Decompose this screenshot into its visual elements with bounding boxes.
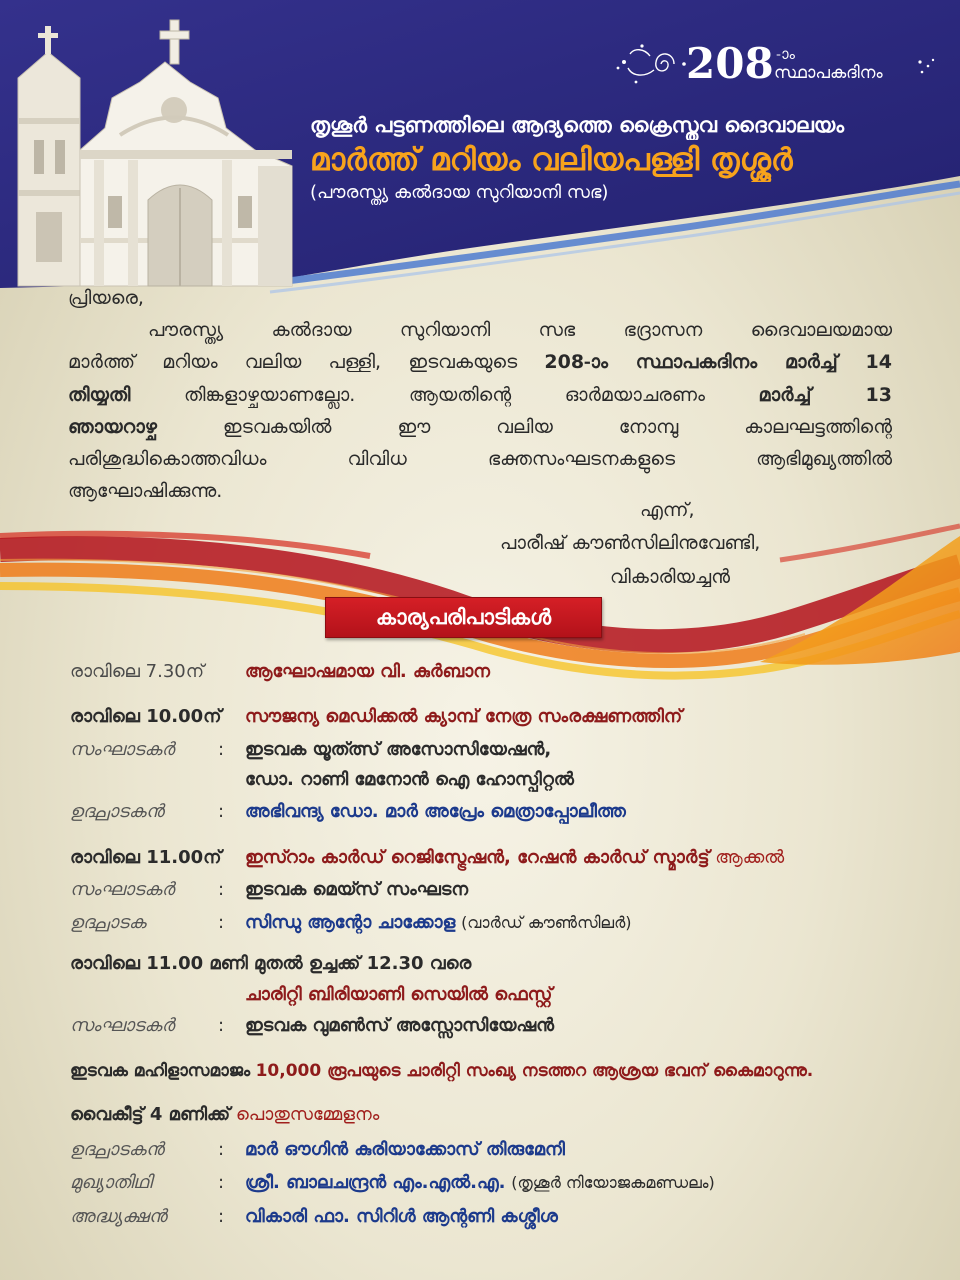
organizers-row	[70, 765, 960, 795]
inaugurator-name: മാർ ഔഗിൻ കുരിയാക്കോസ് തിരുമേനി	[245, 1139, 565, 1160]
inaugurator-label: ഉദ്ഘാടക	[70, 912, 146, 933]
letter-line	[148, 314, 892, 346]
chief-guest-row	[70, 1168, 930, 1198]
signoff-closing: എന്ന്,	[640, 499, 695, 521]
event-title: ഇസ്റാം കാർഡ് റെജിസ്ട്രേഷൻ, റേഷൻ കാർഡ് സ്മാർട്ട്	[245, 847, 710, 868]
letter-line	[68, 346, 892, 378]
event-time: വൈകീട്ട് 4 മണിക്ക്	[70, 1104, 231, 1125]
organizer-name: ഇടവക വുമൺസ് അസ്സോസിയേഷൻ	[245, 1015, 555, 1036]
separator: :	[218, 1206, 225, 1227]
organizers-row	[70, 1011, 930, 1041]
inaugurator-name: സിന്ധു ആന്റോ ചാക്കോള	[245, 912, 456, 933]
organizer-name: ഇടവക മെയ്സ് സംഘടന	[245, 879, 469, 900]
letter-text: പരിശുദ്ധികൊത്തവിധം വിവിധ ഭക്തസംഘടനകളുടെ ആഭിമുഖ്യത്തിൽ	[68, 448, 892, 470]
separator: :	[218, 739, 225, 760]
programme-row-biriyani-event	[70, 980, 960, 1010]
anniversary-label: സ്ഥാപകദിനം	[774, 63, 883, 83]
event-time: രാവിലെ 10.00ന്	[70, 706, 222, 727]
event-title: ആഘോഷമായ വി. കുർബാന	[245, 661, 490, 682]
separator: :	[218, 1172, 225, 1193]
charity-text: 10,000 രൂപയുടെ ചാരിറ്റി സംഖ്യ നടത്തറ ആശ്രയ ഭവന് കൈമാറുന്നു.	[255, 1061, 814, 1081]
letter-text: പൗരസ്ത്യ കൽദായ സുറിയാനി സഭ ഭദ്രാസന ദൈവാലയമായ	[148, 319, 892, 341]
programme-row-card-registration	[70, 843, 930, 873]
letter-text: ഇടവകയിൽ ഈ വലിയ നോമ്പു കാലഘട്ടത്തിന്റെ	[222, 416, 892, 438]
letter-salutation: പ്രിയരെ,	[68, 287, 144, 309]
letter-highlight: തിയ്യതി	[68, 384, 131, 406]
organizer-name: ഇടവക യൂത്ത്സ് അസോസിയേഷൻ,	[245, 739, 552, 760]
anniversary-number: 208	[686, 39, 774, 88]
anniversary-suffix: -ാം	[776, 45, 795, 63]
separator: :	[218, 912, 225, 933]
separator: :	[218, 801, 225, 822]
president-label: അദ്ധ്യക്ഷൻ	[70, 1206, 167, 1227]
letter-highlight: 208-ാം സ്ഥാപകദിനം മാർച്ച് 14	[544, 351, 892, 373]
event-time: രാവിലെ 11.00 മണി മുതൽ ഉച്ചക്ക് 12.30 വരെ	[70, 953, 472, 974]
programme-row-biriyani-time	[70, 949, 930, 979]
signoff-signatory: വികാരിയച്ചൻ	[610, 566, 731, 588]
inaugurator-name: അഭിവന്ദ്യ ഡോ. മാർ അപ്രേം മെത്രാപ്പോലീത്ത	[245, 801, 626, 822]
separator: :	[218, 1139, 225, 1160]
organizers-row	[70, 735, 930, 765]
president-name: വികാരി ഫാ. സിറിൾ ആന്റണി കശ്ശീശ	[245, 1206, 558, 1227]
organizers-label: സംഘാടകർ	[70, 879, 175, 900]
inaugurator-label: ഉദ്ഘാടകൻ	[70, 801, 164, 822]
programme-row-mass	[70, 657, 930, 687]
inaugurator-row	[70, 1135, 930, 1165]
programme-row-medical-camp	[70, 702, 930, 732]
letter-line: ആഘോഷിക്കുന്നു.	[68, 480, 223, 502]
president-row	[70, 1202, 930, 1232]
letter-line	[68, 379, 892, 411]
chief-guest-name: ശ്രീ. ബാലചന്ദ്രൻ എം.എൽ.എ.	[245, 1172, 506, 1193]
signoff-on-behalf: പാരീഷ് കൗൺസിലിനുവേണ്ടി,	[500, 532, 761, 554]
organizers-label: സംഘാടകർ	[70, 1015, 175, 1036]
programme-row-charity	[70, 1056, 930, 1086]
event-title-suffix: ആക്കൽ	[715, 847, 785, 868]
letter-text: തിങ്കളാഴ്ചയാണല്ലോ. ആയതിന്റെ ഓർമയാചരണം	[183, 384, 705, 406]
organizer-name: ഡോ. റാണി മേനോൻ ഐ ഹോസ്പിറ്റൽ	[245, 769, 574, 790]
event-time: രാവിലെ 7.30ന്	[70, 661, 205, 682]
organizers-row	[70, 875, 930, 905]
church-subtitle: തൃശൂർ പട്ടണത്തിലെ ആദ്യത്തെ ക്രൈസ്തവ ദൈവാലയം	[310, 113, 845, 137]
organizers-label: സംഘാടകർ	[70, 739, 175, 760]
separator: :	[218, 879, 225, 900]
inaugurator-note: (വാർഡ് കൗൺസിലർ)	[461, 913, 632, 932]
letter-line	[68, 443, 892, 475]
separator: :	[218, 1015, 225, 1036]
chief-guest-label: മുഖ്യാതിഥി	[70, 1172, 152, 1193]
inaugurator-row	[70, 908, 930, 938]
letter-line	[68, 411, 892, 443]
church-denomination: (പൗരസ്ത്യ കൽദായ സുറിയാനി സഭ)	[310, 182, 609, 203]
event-title: പൊതുസമ്മേളനം	[235, 1104, 380, 1125]
letter-text: മാർത്ത് മറിയം വലിയ പള്ളി, ഇടവകയുടെ	[68, 351, 518, 373]
inaugurator-label: ഉദ്ഘാടകൻ	[70, 1139, 164, 1160]
letter-highlight: ഞായറാഴ്ച	[68, 416, 157, 438]
event-title: ചാരിറ്റി ബിരിയാണി സെയിൽ ഫെസ്റ്റ്	[245, 984, 553, 1005]
letter-highlight: മാർച്ച് 13	[758, 384, 892, 406]
inaugurator-row	[70, 797, 930, 827]
charity-group: ഇടവക മഹിളാസമാജം	[70, 1061, 251, 1081]
event-title: സൗജന്യ മെഡിക്കൽ ക്യാമ്പ് നേത്ര സംരക്ഷണത്തിന്	[245, 706, 683, 727]
church-title: മാർത്ത് മറിയം വലിയപള്ളി തൃശ്ശൂർ	[310, 142, 793, 178]
event-time: രാവിലെ 11.00ന്	[70, 847, 222, 868]
chief-guest-note: (തൃശൂർ നിയോജകമണ്ഡലം)	[511, 1173, 715, 1192]
programme-row-public-meeting	[70, 1100, 930, 1130]
programme-heading: കാര്യപരിപാടികൾ	[325, 597, 602, 638]
